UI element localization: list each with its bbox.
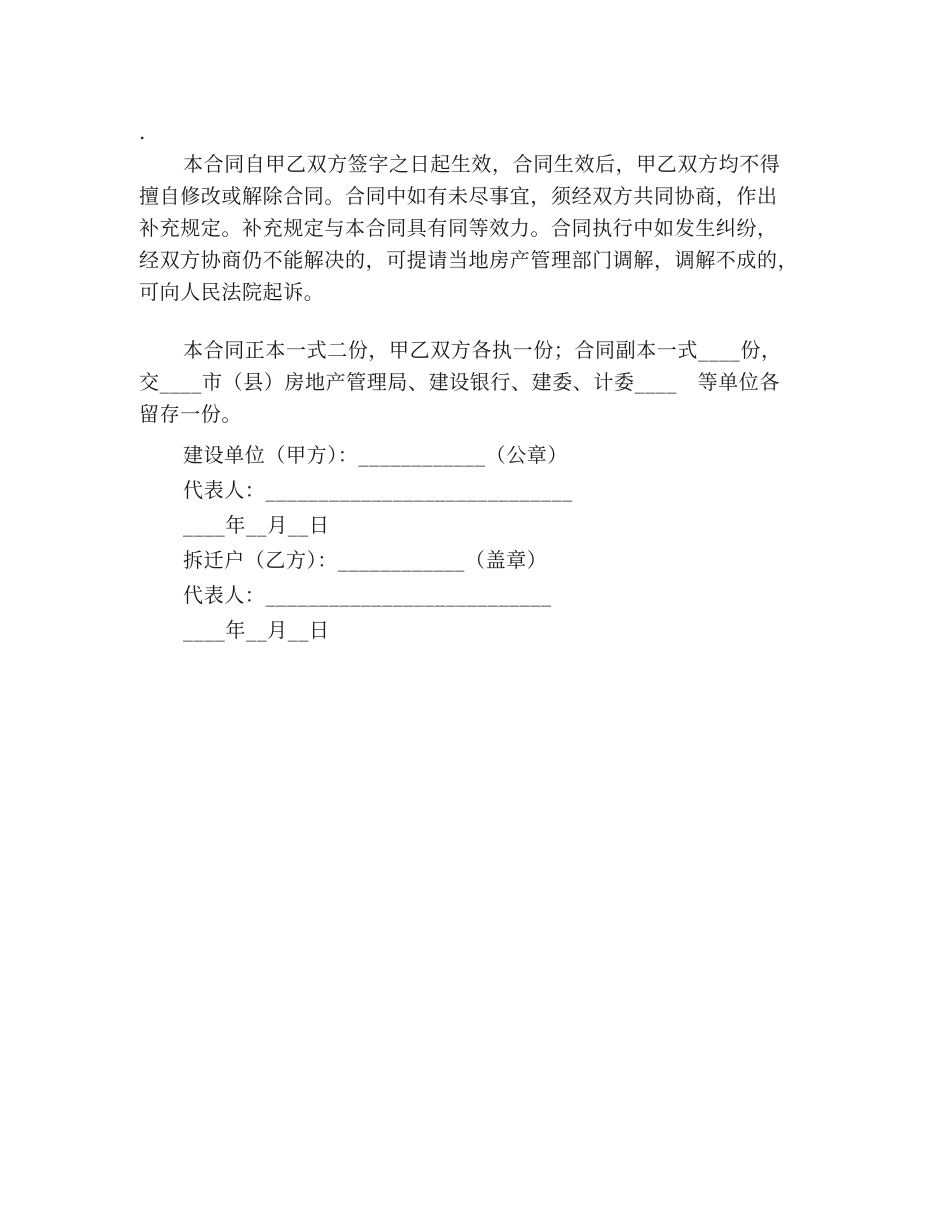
paragraph-line: 留存一份。 [139, 402, 242, 426]
paragraph-line: 补充规定。补充规定与本合同具有同等效力。合同执行中如发生纠纷， [139, 216, 778, 240]
page-marker-dot: . [139, 120, 146, 144]
party-a-signature-line: 建设单位（甲方）：____________（公章） [183, 443, 568, 467]
party-a-date-line: ____年__月__日 [183, 513, 330, 537]
paragraph-line: 本合同正本一式二份，甲乙双方各执一份；合同副本一式____份， [183, 338, 782, 362]
paragraph-effectiveness [139, 148, 839, 308]
paragraph-line: 经双方协商仍不能解决的，可提请当地房产管理部门调解，调解不成的， [139, 248, 799, 272]
paragraph-line: 擅自修改或解除合同。合同中如有未尽事宜，须经双方共同协商，作出 [139, 184, 778, 208]
party-b-date-line: ____年__月__日 [183, 618, 330, 642]
paragraph-line: 交____市（县）房地产管理局、建设银行、建委、计委____ 等单位各 [139, 370, 780, 394]
paragraph-line: 本合同自甲乙双方签字之日起生效，合同生效后，甲乙双方均不得 [183, 152, 781, 176]
party-a-representative-line: 代表人：_____________________________ [183, 478, 573, 502]
signature-section [183, 438, 573, 648]
party-b-signature-line: 拆迁户（乙方）：____________（盖章） [183, 548, 548, 572]
paragraph-line: 可向人民法院起诉。 [139, 280, 325, 304]
party-b-representative-line: 代表人：___________________________ [183, 583, 552, 607]
paragraph-copies [139, 334, 839, 430]
